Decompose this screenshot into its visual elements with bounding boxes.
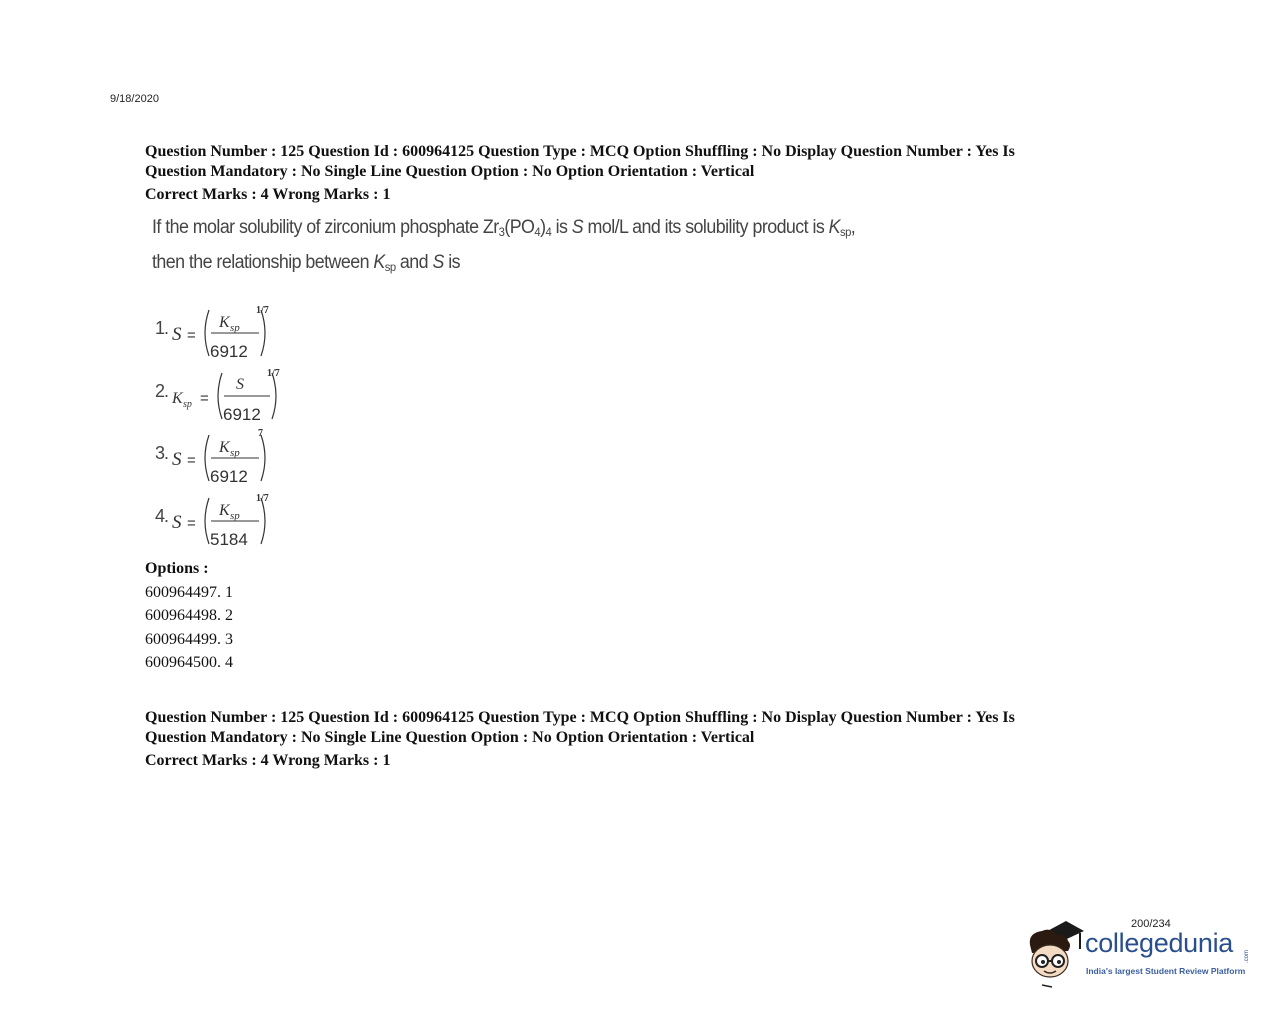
choice-number: 4. xyxy=(155,506,169,526)
formula-numerator: K xyxy=(219,502,230,519)
formula-denominator: 6912 xyxy=(223,405,261,424)
formula-lhs: K xyxy=(172,390,183,407)
question-line-2: then the relationship between $K_{sp}$ and S is xyxy=(152,252,460,274)
formula-lhs: S xyxy=(172,512,182,533)
brand-tagline: India's largest Student Review Platform xyxy=(1086,966,1246,976)
marks-line: Correct Marks : 4 Wrong Marks : 1 xyxy=(145,752,391,769)
question-meta-bottom xyxy=(145,708,1105,771)
svg-text:=: = xyxy=(187,515,196,532)
choice-number: 2. xyxy=(155,381,169,401)
svg-text:=: = xyxy=(200,390,209,407)
option-item: 600964498. 2 xyxy=(145,607,233,624)
formula-numerator-sub: sp xyxy=(230,322,240,334)
formula-numerator: K xyxy=(219,439,230,456)
formula-numerator: K xyxy=(219,314,230,331)
page-number: 200/234 xyxy=(1131,918,1171,930)
print-date: 9/18/2020 xyxy=(110,93,159,105)
svg-text:=: = xyxy=(187,327,196,344)
choice-formula xyxy=(169,425,299,487)
svg-text:=: = xyxy=(187,452,196,469)
formula-denominator: 6912 xyxy=(210,342,248,361)
choice-number: 1. xyxy=(155,318,169,338)
question-line-1: If the molar solubility of zirconium phosphate $Zr_3(PO_4)_4$ is S mol/L and its solubility product is $K_{sp}$, xyxy=(152,217,856,239)
formula-lhs: S xyxy=(172,324,182,345)
options-heading: Options : xyxy=(145,560,209,577)
formula-exponent: 1/7 xyxy=(267,368,280,379)
meta-line-1: Question Number : 125 Question Id : 600964125 Question Type : MCQ Option Shuffling : No Display Question Number : Yes Is xyxy=(145,709,1015,726)
question-meta-top xyxy=(145,142,1105,205)
choice-formula xyxy=(169,300,299,362)
choice-number: 3. xyxy=(155,443,169,463)
marks-line: Correct Marks : 4 Wrong Marks : 1 xyxy=(145,186,391,203)
formula-exponent: 1/7 xyxy=(256,493,269,504)
choice-formula xyxy=(169,488,299,550)
question-text xyxy=(152,210,866,280)
option-item: 600964499. 3 xyxy=(145,630,233,648)
brand-name: collegedunia xyxy=(1085,928,1234,958)
meta-line-2: Question Mandatory : No Single Line Question Option : No Option Orientation : Vertical xyxy=(145,728,755,746)
formula-exponent: 1/7 xyxy=(256,305,269,316)
formula-numerator-sub: sp xyxy=(230,510,240,522)
option-item: 600964500. 4 xyxy=(145,654,233,671)
formula-numerator: S xyxy=(236,376,244,393)
formula-lhs: S xyxy=(172,449,182,470)
option-item: 600964497. 1 xyxy=(145,583,233,601)
meta-line-1: Question Number : 125 Question Id : 600964125 Question Type : MCQ Option Shuffling : No Display Question Number : Yes Is xyxy=(145,143,1015,160)
meta-line-2: Question Mandatory : No Single Line Question Option : No Option Orientation : Vertical xyxy=(145,162,755,180)
formula-denominator: 5184 xyxy=(210,530,248,549)
formula-numerator-sub: sp xyxy=(230,447,240,459)
choice-formula xyxy=(169,363,309,425)
formula-exponent: 7 xyxy=(258,428,263,439)
formula-lhs-sub: sp xyxy=(183,399,192,410)
brand-suffix: .com xyxy=(1244,949,1250,963)
formula-denominator: 6912 xyxy=(210,467,248,486)
options-list xyxy=(145,557,233,675)
